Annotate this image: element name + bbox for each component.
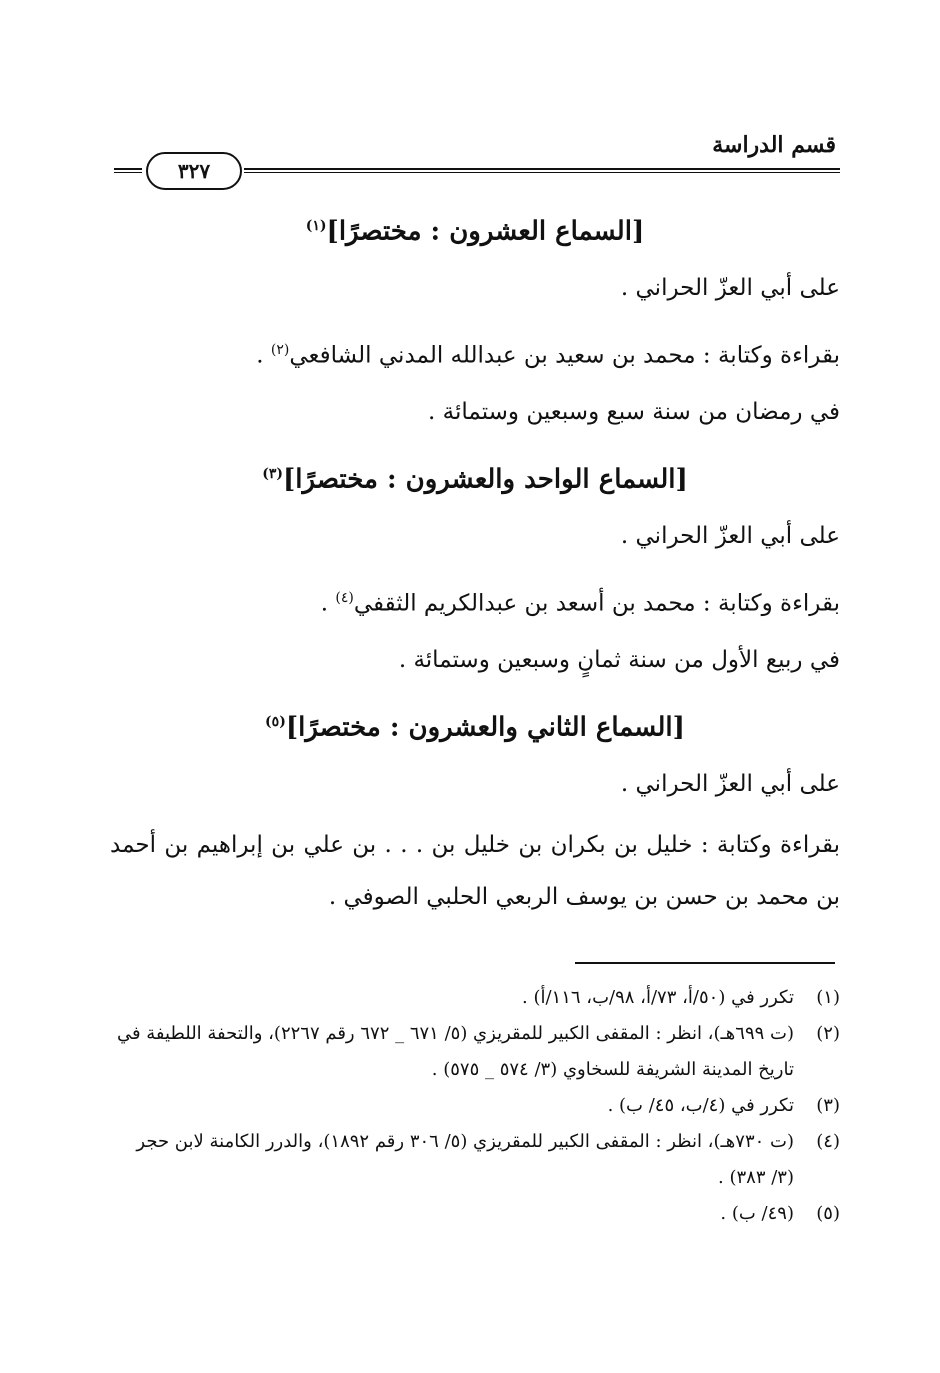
footnote-ref: (١) xyxy=(305,218,327,234)
footnote-ref: (٤) xyxy=(335,590,354,606)
page-number: ٣٢٧ xyxy=(146,152,242,190)
footnote-ref: (٢) xyxy=(270,342,290,358)
footnote-number: (٢) xyxy=(816,1023,840,1044)
footnote-text: (ت ٧٣٠هـ)، انظر : المقفى الكبير للمقريزي (٥/ ٣٠٦ رقم ١٨٩٢)، والدرر الكامنة لابن حجر (٣/ ٣٨٣) . xyxy=(136,1131,794,1188)
footnote xyxy=(108,1124,840,1196)
footnote-text: تكرر في (٥٠/أ، ٧٣/أ، ٩٨/ب، ١١٦/أ) . xyxy=(522,987,794,1008)
footnote-number: (٣) xyxy=(816,1095,840,1116)
footnote-number: (٤) xyxy=(816,1131,840,1152)
footnote-number: (١) xyxy=(816,987,840,1008)
section-heading: [السماع الثاني والعشرون : مختصرًا]$^{(٥)}$ xyxy=(265,712,685,743)
footnote-ref: (٣) xyxy=(262,466,283,482)
footnote-separator xyxy=(575,962,835,964)
footnote-number: (٥) xyxy=(816,1203,840,1224)
sama-date-line: في ربيع الأول من سنة ثمانٍ وسبعين وستمائة . xyxy=(398,647,840,673)
footnote xyxy=(108,1088,840,1124)
section-heading: [السماع الواحد والعشرون : مختصرًا]$^{(٣)}$ xyxy=(262,464,688,495)
main-text xyxy=(110,195,840,923)
header-rule-left xyxy=(114,168,142,173)
running-title: قسم الدراسة xyxy=(712,132,836,158)
sama-reading-paragraph: بقراءة وكتابة : خليل بن بكران بن خليل بن . . . بن علي بن إبراهيم بن أحمد بن محمد بن حسن بن يوسف الربعي الحلبي الصوفي . xyxy=(110,832,840,910)
footnote-ref: (٥) xyxy=(265,714,286,730)
footnote xyxy=(108,1016,840,1088)
footnote-text: (ت ٦٩٩هـ)، انظر : المقفى الكبير للمقريزي (٥/ ٦٧١ _ ٦٧٢ رقم ٢٢٦٧)، والتحفة اللطيفة في تاريخ المدينة الشريفة للسخاوي (٣/ ٥٧٤ _ ٥٧٥) . xyxy=(116,1023,794,1080)
footnotes xyxy=(108,980,840,1232)
sama-reading-line: بقراءة وكتابة : محمد بن أسعد بن عبدالكريم الثقفي$^{(٤)}$ . xyxy=(320,590,840,617)
sama-date-line: في رمضان من سنة سبع وسبعين وستمائة . xyxy=(428,399,840,425)
header-rule xyxy=(244,168,840,173)
sama-on-line: على أبي العزّ الحراني . xyxy=(620,275,840,301)
sama-reading-line: بقراءة وكتابة : محمد بن سعيد بن عبدالله المدني الشافعي$^{(٢)}$ . xyxy=(256,342,840,369)
section-heading: [السماع العشرون : مختصرًا]$^{(١)}$ xyxy=(305,216,645,247)
footnote-text: (٤٩/ ب) . xyxy=(720,1203,794,1224)
footnote-text: تكرر في (٤/ب، ٤٥/ ب) . xyxy=(607,1095,794,1116)
sama-on-line: على أبي العزّ الحراني . xyxy=(620,771,840,797)
footnote xyxy=(108,980,840,1016)
sama-on-line: على أبي العزّ الحراني . xyxy=(620,523,840,549)
footnote xyxy=(108,1196,840,1232)
